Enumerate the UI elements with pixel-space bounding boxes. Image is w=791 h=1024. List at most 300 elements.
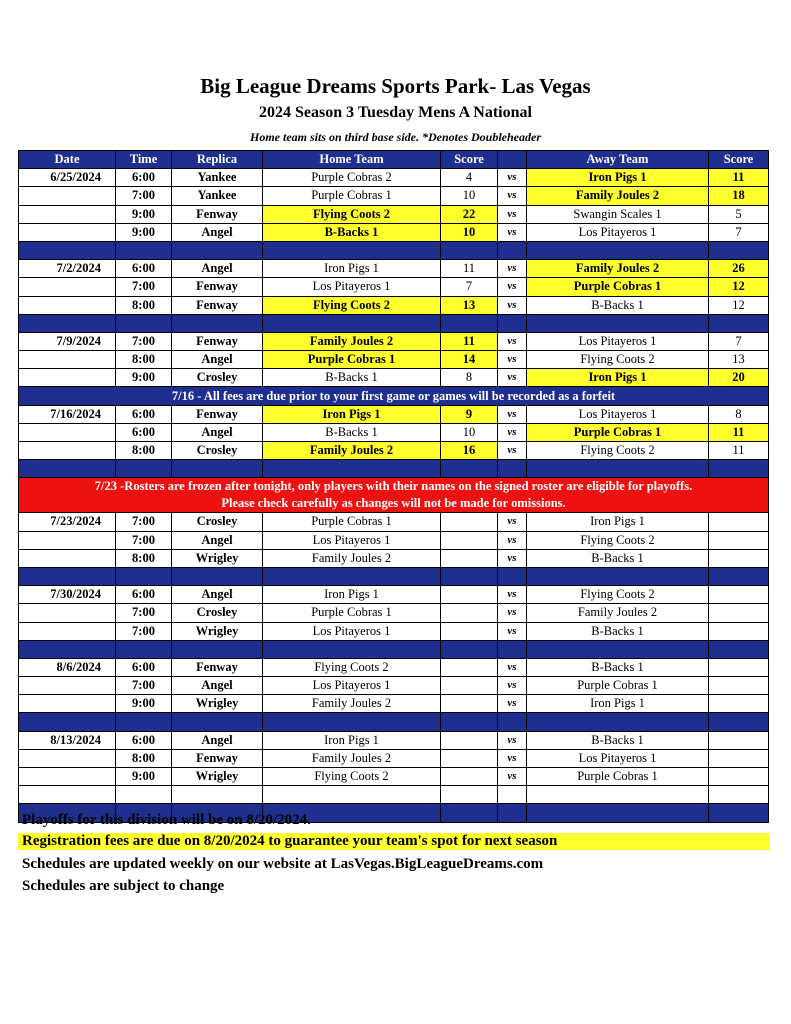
game-time: 7:00 xyxy=(116,677,172,695)
game-date xyxy=(19,351,116,369)
away-team: Iron Pigs 1 xyxy=(527,369,709,387)
separator-cell xyxy=(19,241,116,259)
game-field: Crosley xyxy=(172,442,263,460)
separator-cell xyxy=(709,314,769,332)
vs-label: vs xyxy=(498,658,527,676)
separator-cell xyxy=(116,640,172,658)
away-team: Family Joules 2 xyxy=(527,260,709,278)
col-header-away-score: Score xyxy=(709,151,769,169)
separator-cell xyxy=(116,713,172,731)
col-header-home-team: Home Team xyxy=(263,151,441,169)
away-team: B-Backs 1 xyxy=(527,549,709,567)
vs-label: vs xyxy=(498,205,527,223)
separator-cell xyxy=(709,804,769,822)
away-score xyxy=(709,658,769,676)
separator-cell xyxy=(116,241,172,259)
home-team xyxy=(263,786,441,804)
game-row xyxy=(19,658,769,676)
vs-label: vs xyxy=(498,296,527,314)
away-score: 18 xyxy=(709,187,769,205)
away-score: 5 xyxy=(709,205,769,223)
separator-cell xyxy=(441,314,498,332)
separator-cell xyxy=(116,314,172,332)
home-team: Iron Pigs 1 xyxy=(263,731,441,749)
game-date xyxy=(19,622,116,640)
vs-label: vs xyxy=(498,369,527,387)
game-date xyxy=(19,369,116,387)
table-header-row xyxy=(19,151,769,169)
away-score: 12 xyxy=(709,296,769,314)
away-team: B-Backs 1 xyxy=(527,622,709,640)
game-row xyxy=(19,586,769,604)
roster-alert-line: 7/23 -Rosters are frozen after tonight, only players with their names on the signed roster are eligible for playoffs. xyxy=(94,479,693,494)
game-time: 6:00 xyxy=(116,731,172,749)
separator-cell xyxy=(19,567,116,585)
game-date xyxy=(19,695,116,713)
home-score xyxy=(441,622,498,640)
away-team: Los Pitayeros 1 xyxy=(527,749,709,767)
vs-label: vs xyxy=(498,695,527,713)
game-date xyxy=(19,677,116,695)
separator-cell xyxy=(527,460,709,478)
game-time: 6:00 xyxy=(116,169,172,187)
game-date xyxy=(19,549,116,567)
vs-label: vs xyxy=(498,622,527,640)
separator-cell xyxy=(172,314,263,332)
away-team: Family Joules 2 xyxy=(527,604,709,622)
separator-cell xyxy=(441,241,498,259)
away-score: 13 xyxy=(709,351,769,369)
separator-cell xyxy=(527,804,709,822)
separator-cell xyxy=(498,640,527,658)
separator-cell xyxy=(263,460,441,478)
away-team: Flying Coots 2 xyxy=(527,531,709,549)
away-score xyxy=(709,786,769,804)
game-date: 7/23/2024 xyxy=(19,513,116,531)
home-score: 7 xyxy=(441,278,498,296)
game-date xyxy=(19,187,116,205)
game-row xyxy=(19,513,769,531)
separator-cell xyxy=(498,567,527,585)
game-row xyxy=(19,169,769,187)
away-score xyxy=(709,731,769,749)
away-team: Iron Pigs 1 xyxy=(527,513,709,531)
away-team xyxy=(527,786,709,804)
separator-cell xyxy=(527,713,709,731)
away-team: Iron Pigs 1 xyxy=(527,169,709,187)
separator-row xyxy=(19,567,769,585)
vs-label: vs xyxy=(498,223,527,241)
website-note: Schedules are updated weekly on our website at LasVegas.BigLeagueDreams.com xyxy=(22,856,544,872)
away-team: Iron Pigs 1 xyxy=(527,695,709,713)
roster-alert-line: Please check carefully as changes will not be made for omissions. xyxy=(221,496,566,511)
game-time: 6:00 xyxy=(116,405,172,423)
game-field: Angel xyxy=(172,531,263,549)
home-team: Los Pitayeros 1 xyxy=(263,677,441,695)
game-field: Yankee xyxy=(172,169,263,187)
game-date xyxy=(19,786,116,804)
game-time: 7:00 xyxy=(116,278,172,296)
separator-cell xyxy=(19,460,116,478)
game-time: 6:00 xyxy=(116,658,172,676)
away-team: Flying Coots 2 xyxy=(527,351,709,369)
separator-cell xyxy=(263,567,441,585)
vs-label: vs xyxy=(498,531,527,549)
home-team: Iron Pigs 1 xyxy=(263,260,441,278)
roster-alert xyxy=(19,478,769,513)
separator-cell xyxy=(527,241,709,259)
home-team: Purple Cobras 2 xyxy=(263,169,441,187)
game-field: Fenway xyxy=(172,405,263,423)
home-score: 11 xyxy=(441,332,498,350)
game-field: Fenway xyxy=(172,278,263,296)
home-team: Purple Cobras 1 xyxy=(263,187,441,205)
away-team: Purple Cobras 1 xyxy=(527,423,709,441)
home-team: Flying Coots 2 xyxy=(263,296,441,314)
away-score: 12 xyxy=(709,278,769,296)
col-header-home-score: Score xyxy=(441,151,498,169)
home-team: Purple Cobras 1 xyxy=(263,513,441,531)
away-team: Los Pitayeros 1 xyxy=(527,223,709,241)
game-field: Fenway xyxy=(172,205,263,223)
home-team: Purple Cobras 1 xyxy=(263,604,441,622)
page-title: Big League Dreams Sports Park- Las Vegas xyxy=(200,74,591,98)
separator-cell xyxy=(498,314,527,332)
home-score: 8 xyxy=(441,369,498,387)
home-team: Los Pitayeros 1 xyxy=(263,278,441,296)
home-score: 16 xyxy=(441,442,498,460)
separator-cell xyxy=(709,460,769,478)
col-header-vs xyxy=(498,151,527,169)
home-team: Flying Coots 2 xyxy=(263,768,441,786)
notice-row xyxy=(19,387,769,405)
separator-cell xyxy=(441,567,498,585)
game-date xyxy=(19,749,116,767)
game-date xyxy=(19,531,116,549)
separator-cell xyxy=(19,314,116,332)
separator-cell xyxy=(527,314,709,332)
game-time: 7:00 xyxy=(116,622,172,640)
game-time: 9:00 xyxy=(116,223,172,241)
game-time: 7:00 xyxy=(116,332,172,350)
home-score: 10 xyxy=(441,423,498,441)
separator-row xyxy=(19,713,769,731)
away-score xyxy=(709,513,769,531)
game-field: Angel xyxy=(172,731,263,749)
game-date: 8/13/2024 xyxy=(19,731,116,749)
game-time: 8:00 xyxy=(116,442,172,460)
game-field: Wrigley xyxy=(172,768,263,786)
page-note: Home team sits on third base side. *Denotes Doubleheader xyxy=(250,130,541,144)
home-score xyxy=(441,549,498,567)
separator-cell xyxy=(172,567,263,585)
separator-cell xyxy=(498,241,527,259)
game-field: Wrigley xyxy=(172,549,263,567)
game-date: 7/9/2024 xyxy=(19,332,116,350)
home-score xyxy=(441,586,498,604)
game-field: Crosley xyxy=(172,369,263,387)
separator-cell xyxy=(709,713,769,731)
separator-cell xyxy=(441,460,498,478)
game-field: Angel xyxy=(172,677,263,695)
game-time: 9:00 xyxy=(116,768,172,786)
game-field: Crosley xyxy=(172,513,263,531)
game-time: 7:00 xyxy=(116,604,172,622)
game-date xyxy=(19,442,116,460)
col-header-date: Date xyxy=(19,151,116,169)
home-team: Family Joules 2 xyxy=(263,749,441,767)
vs-label: vs xyxy=(498,604,527,622)
away-score xyxy=(709,749,769,767)
game-date: 7/2/2024 xyxy=(19,260,116,278)
away-score: 26 xyxy=(709,260,769,278)
game-date: 8/6/2024 xyxy=(19,658,116,676)
vs-label: vs xyxy=(498,351,527,369)
game-date xyxy=(19,423,116,441)
away-team: B-Backs 1 xyxy=(527,296,709,314)
vs-label: vs xyxy=(498,549,527,567)
schedule-body xyxy=(19,169,769,822)
separator-cell xyxy=(498,804,527,822)
away-score xyxy=(709,622,769,640)
separator-cell xyxy=(527,567,709,585)
separator-cell xyxy=(116,567,172,585)
game-row xyxy=(19,351,769,369)
vs-label: vs xyxy=(498,332,527,350)
game-row xyxy=(19,423,769,441)
separator-cell xyxy=(709,567,769,585)
away-score: 7 xyxy=(709,223,769,241)
away-team: Family Joules 2 xyxy=(527,187,709,205)
game-time: 8:00 xyxy=(116,296,172,314)
separator-cell xyxy=(263,241,441,259)
home-team: Family Joules 2 xyxy=(263,695,441,713)
separator-cell xyxy=(441,713,498,731)
game-field: Fenway xyxy=(172,658,263,676)
game-row xyxy=(19,332,769,350)
game-time: 6:00 xyxy=(116,586,172,604)
game-field: Angel xyxy=(172,351,263,369)
home-score: 13 xyxy=(441,296,498,314)
separator-cell xyxy=(498,460,527,478)
game-field: Fenway xyxy=(172,296,263,314)
game-time: 8:00 xyxy=(116,549,172,567)
home-team: Iron Pigs 1 xyxy=(263,405,441,423)
away-score xyxy=(709,768,769,786)
playoffs-note: Playoffs for this division will be on 8/20/2024. xyxy=(22,812,311,828)
home-team: Flying Coots 2 xyxy=(263,205,441,223)
game-field: Angel xyxy=(172,586,263,604)
away-score xyxy=(709,604,769,622)
home-score xyxy=(441,604,498,622)
away-team: Los Pitayeros 1 xyxy=(527,405,709,423)
separator-cell xyxy=(19,640,116,658)
away-team: Swangin Scales 1 xyxy=(527,205,709,223)
game-row xyxy=(19,549,769,567)
away-team: B-Backs 1 xyxy=(527,731,709,749)
home-team: Family Joules 2 xyxy=(263,549,441,567)
game-date xyxy=(19,205,116,223)
separator-cell xyxy=(441,640,498,658)
game-row xyxy=(19,296,769,314)
game-date xyxy=(19,223,116,241)
game-time: 9:00 xyxy=(116,695,172,713)
game-time: 9:00 xyxy=(116,205,172,223)
game-time: 7:00 xyxy=(116,531,172,549)
game-row xyxy=(19,786,769,804)
separator-cell xyxy=(263,314,441,332)
separator-cell xyxy=(709,241,769,259)
game-field: Wrigley xyxy=(172,695,263,713)
away-score xyxy=(709,677,769,695)
registration-note: Registration fees are due on 8/20/2024 to guarantee your team's spot for next season xyxy=(18,833,770,850)
game-field: Yankee xyxy=(172,187,263,205)
vs-label: vs xyxy=(498,278,527,296)
home-score: 11 xyxy=(441,260,498,278)
game-field xyxy=(172,786,263,804)
away-score: 20 xyxy=(709,369,769,387)
away-score xyxy=(709,586,769,604)
separator-row xyxy=(19,640,769,658)
game-row xyxy=(19,768,769,786)
home-score xyxy=(441,677,498,695)
game-row xyxy=(19,187,769,205)
col-header-time: Time xyxy=(116,151,172,169)
home-score xyxy=(441,731,498,749)
away-score xyxy=(709,695,769,713)
game-time: 7:00 xyxy=(116,187,172,205)
away-score xyxy=(709,531,769,549)
game-time: 7:00 xyxy=(116,513,172,531)
away-team: Flying Coots 2 xyxy=(527,586,709,604)
away-team: Flying Coots 2 xyxy=(527,442,709,460)
home-team: Purple Cobras 1 xyxy=(263,351,441,369)
game-time: 6:00 xyxy=(116,423,172,441)
game-row xyxy=(19,223,769,241)
home-team: B-Backs 1 xyxy=(263,223,441,241)
vs-label: vs xyxy=(498,513,527,531)
change-note: Schedules are subject to change xyxy=(22,878,225,894)
roster-alert-row xyxy=(19,478,769,513)
home-score xyxy=(441,749,498,767)
separator-cell xyxy=(172,241,263,259)
home-team: Los Pitayeros 1 xyxy=(263,622,441,640)
separator-cell xyxy=(441,804,498,822)
away-score: 11 xyxy=(709,423,769,441)
home-score: 4 xyxy=(441,169,498,187)
game-row xyxy=(19,278,769,296)
away-score: 11 xyxy=(709,442,769,460)
game-date: 7/30/2024 xyxy=(19,586,116,604)
game-field: Fenway xyxy=(172,749,263,767)
home-team: B-Backs 1 xyxy=(263,423,441,441)
vs-label: vs xyxy=(498,187,527,205)
separator-row xyxy=(19,460,769,478)
home-score xyxy=(441,513,498,531)
separator-row xyxy=(19,241,769,259)
separator-cell xyxy=(527,640,709,658)
away-team: Purple Cobras 1 xyxy=(527,677,709,695)
separator-cell xyxy=(263,713,441,731)
vs-label: vs xyxy=(498,405,527,423)
home-score: 10 xyxy=(441,223,498,241)
away-score: 8 xyxy=(709,405,769,423)
game-field: Angel xyxy=(172,223,263,241)
game-date xyxy=(19,296,116,314)
home-score: 10 xyxy=(441,187,498,205)
game-row xyxy=(19,369,769,387)
separator-row xyxy=(19,314,769,332)
home-team: Flying Coots 2 xyxy=(263,658,441,676)
col-header-replica: Replica xyxy=(172,151,263,169)
vs-label: vs xyxy=(498,423,527,441)
home-score xyxy=(441,695,498,713)
vs-label: vs xyxy=(498,442,527,460)
game-time xyxy=(116,786,172,804)
game-date xyxy=(19,604,116,622)
home-team: Family Joules 2 xyxy=(263,442,441,460)
game-field: Crosley xyxy=(172,604,263,622)
fees-notice: 7/16 - All fees are due prior to your first game or games will be recorded as a forfeit xyxy=(19,387,769,405)
home-team: B-Backs 1 xyxy=(263,369,441,387)
col-header-away-team: Away Team xyxy=(527,151,709,169)
game-field: Fenway xyxy=(172,332,263,350)
home-score xyxy=(441,786,498,804)
game-row xyxy=(19,442,769,460)
vs-label: vs xyxy=(498,749,527,767)
home-score: 14 xyxy=(441,351,498,369)
game-date xyxy=(19,768,116,786)
away-score xyxy=(709,549,769,567)
separator-cell xyxy=(116,460,172,478)
game-field: Angel xyxy=(172,260,263,278)
away-team: Purple Cobras 1 xyxy=(527,278,709,296)
game-row xyxy=(19,749,769,767)
separator-cell xyxy=(172,713,263,731)
home-team: Iron Pigs 1 xyxy=(263,586,441,604)
separator-cell xyxy=(172,460,263,478)
separator-cell xyxy=(709,640,769,658)
home-score xyxy=(441,531,498,549)
vs-label: vs xyxy=(498,677,527,695)
separator-cell xyxy=(498,713,527,731)
game-row xyxy=(19,260,769,278)
game-date xyxy=(19,278,116,296)
vs-label: vs xyxy=(498,169,527,187)
home-score xyxy=(441,658,498,676)
game-row xyxy=(19,622,769,640)
vs-label xyxy=(498,786,527,804)
game-time: 8:00 xyxy=(116,351,172,369)
vs-label: vs xyxy=(498,260,527,278)
schedule-table xyxy=(18,150,769,823)
game-row xyxy=(19,205,769,223)
game-time: 8:00 xyxy=(116,749,172,767)
separator-cell xyxy=(172,640,263,658)
away-score: 11 xyxy=(709,169,769,187)
away-team: B-Backs 1 xyxy=(527,658,709,676)
game-field: Wrigley xyxy=(172,622,263,640)
game-row xyxy=(19,604,769,622)
vs-label: vs xyxy=(498,586,527,604)
home-team: Los Pitayeros 1 xyxy=(263,531,441,549)
separator-cell xyxy=(19,713,116,731)
vs-label: vs xyxy=(498,768,527,786)
home-team: Family Joules 2 xyxy=(263,332,441,350)
away-team: Purple Cobras 1 xyxy=(527,768,709,786)
game-row xyxy=(19,695,769,713)
game-row xyxy=(19,677,769,695)
